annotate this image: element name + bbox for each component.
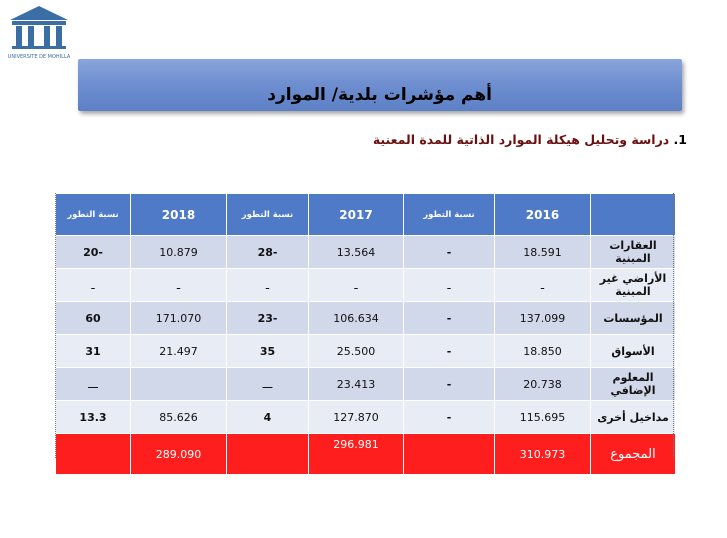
cell-value: 10.879 bbox=[131, 236, 227, 269]
university-building-icon bbox=[6, 4, 72, 62]
cell-growth: - bbox=[404, 302, 495, 335]
cell-value: 25.500 bbox=[309, 335, 404, 368]
row-label: العقارات المبنية bbox=[591, 236, 676, 269]
cell-value: 171.070 bbox=[131, 302, 227, 335]
cell-value: 115.695 bbox=[495, 401, 591, 434]
total-2017: 296.981 bbox=[309, 434, 404, 475]
total-2018: 289.090 bbox=[131, 434, 227, 475]
table-total-row bbox=[56, 434, 676, 475]
cell-value: 13.564 bbox=[309, 236, 404, 269]
cell-growth: 28- bbox=[227, 236, 309, 269]
resources-table bbox=[55, 193, 676, 475]
cell-value: ـ bbox=[131, 269, 227, 302]
cell-value: 137.099 bbox=[495, 302, 591, 335]
cell-value: 85.626 bbox=[131, 401, 227, 434]
total-label: المجموع bbox=[591, 434, 676, 475]
table-row bbox=[56, 368, 676, 401]
table-row bbox=[56, 335, 676, 368]
cell-growth: - bbox=[404, 335, 495, 368]
header-growth-2017: نسبة التطور bbox=[227, 194, 309, 236]
cell-growth: 31 bbox=[56, 335, 131, 368]
row-label: المعلوم الإضافي bbox=[591, 368, 676, 401]
table-right-border bbox=[673, 193, 675, 458]
table-row bbox=[56, 401, 676, 434]
cell-value: 21.497 bbox=[131, 335, 227, 368]
cell-growth: ـ bbox=[227, 269, 309, 302]
row-label: الأسواق bbox=[591, 335, 676, 368]
cell-growth: 35 bbox=[227, 335, 309, 368]
subtitle-number: 1. bbox=[673, 132, 687, 147]
row-label: المؤسسات bbox=[591, 302, 676, 335]
cell-growth: - bbox=[404, 401, 495, 434]
cell-growth: ـــ bbox=[56, 368, 131, 401]
table-row bbox=[56, 302, 676, 335]
header-growth-2018: نسبة التطور bbox=[56, 194, 131, 236]
cell-value: 20.738 bbox=[495, 368, 591, 401]
cell-growth: ـ bbox=[404, 269, 495, 302]
total-growth-2018 bbox=[56, 434, 131, 475]
table-header-row bbox=[56, 194, 676, 236]
university-logo bbox=[6, 4, 72, 62]
header-label bbox=[591, 194, 676, 236]
cell-value: ـ bbox=[495, 269, 591, 302]
total-growth-2016 bbox=[404, 434, 495, 475]
subtitle-text: دراسة وتحليل هيكلة الموارد الذاتية للمدة المعنية bbox=[372, 132, 670, 147]
cell-value: 106.634 bbox=[309, 302, 404, 335]
header-2017: 2017 bbox=[309, 194, 404, 236]
page-title: أهم مؤشرات بلدية/ الموارد bbox=[267, 85, 492, 105]
header-growth-2016: نسبة التطور bbox=[404, 194, 495, 236]
cell-growth: - bbox=[404, 236, 495, 269]
cell-growth: ـ bbox=[56, 269, 131, 302]
cell-value: 23.413 bbox=[309, 368, 404, 401]
cell-growth: 20- bbox=[56, 236, 131, 269]
row-label: مداخيل أخرى bbox=[591, 401, 676, 434]
table-left-border bbox=[55, 193, 57, 458]
cell-value: ـ bbox=[309, 269, 404, 302]
cell-growth: - bbox=[404, 368, 495, 401]
cell-growth: 13.3 bbox=[56, 401, 131, 434]
cell-growth: 4 bbox=[227, 401, 309, 434]
cell-growth: 23- bbox=[227, 302, 309, 335]
header-2018: 2018 bbox=[131, 194, 227, 236]
header-2016: 2016 bbox=[495, 194, 591, 236]
row-label: الأراضي غير المبنية bbox=[591, 269, 676, 302]
title-banner bbox=[78, 59, 682, 111]
cell-growth: ـــ bbox=[227, 368, 309, 401]
logo-text: UNIVERSITE DE MOHILLA bbox=[7, 54, 71, 60]
cell-value bbox=[131, 368, 227, 401]
cell-value: 127.870 bbox=[309, 401, 404, 434]
total-growth-2017 bbox=[227, 434, 309, 475]
table-row bbox=[56, 236, 676, 269]
table-row bbox=[56, 269, 676, 302]
total-2016: 310.973 bbox=[495, 434, 591, 475]
cell-growth: 60 bbox=[56, 302, 131, 335]
section-subtitle bbox=[373, 132, 687, 147]
cell-value: 18.850 bbox=[495, 335, 591, 368]
cell-value: 18.591 bbox=[495, 236, 591, 269]
